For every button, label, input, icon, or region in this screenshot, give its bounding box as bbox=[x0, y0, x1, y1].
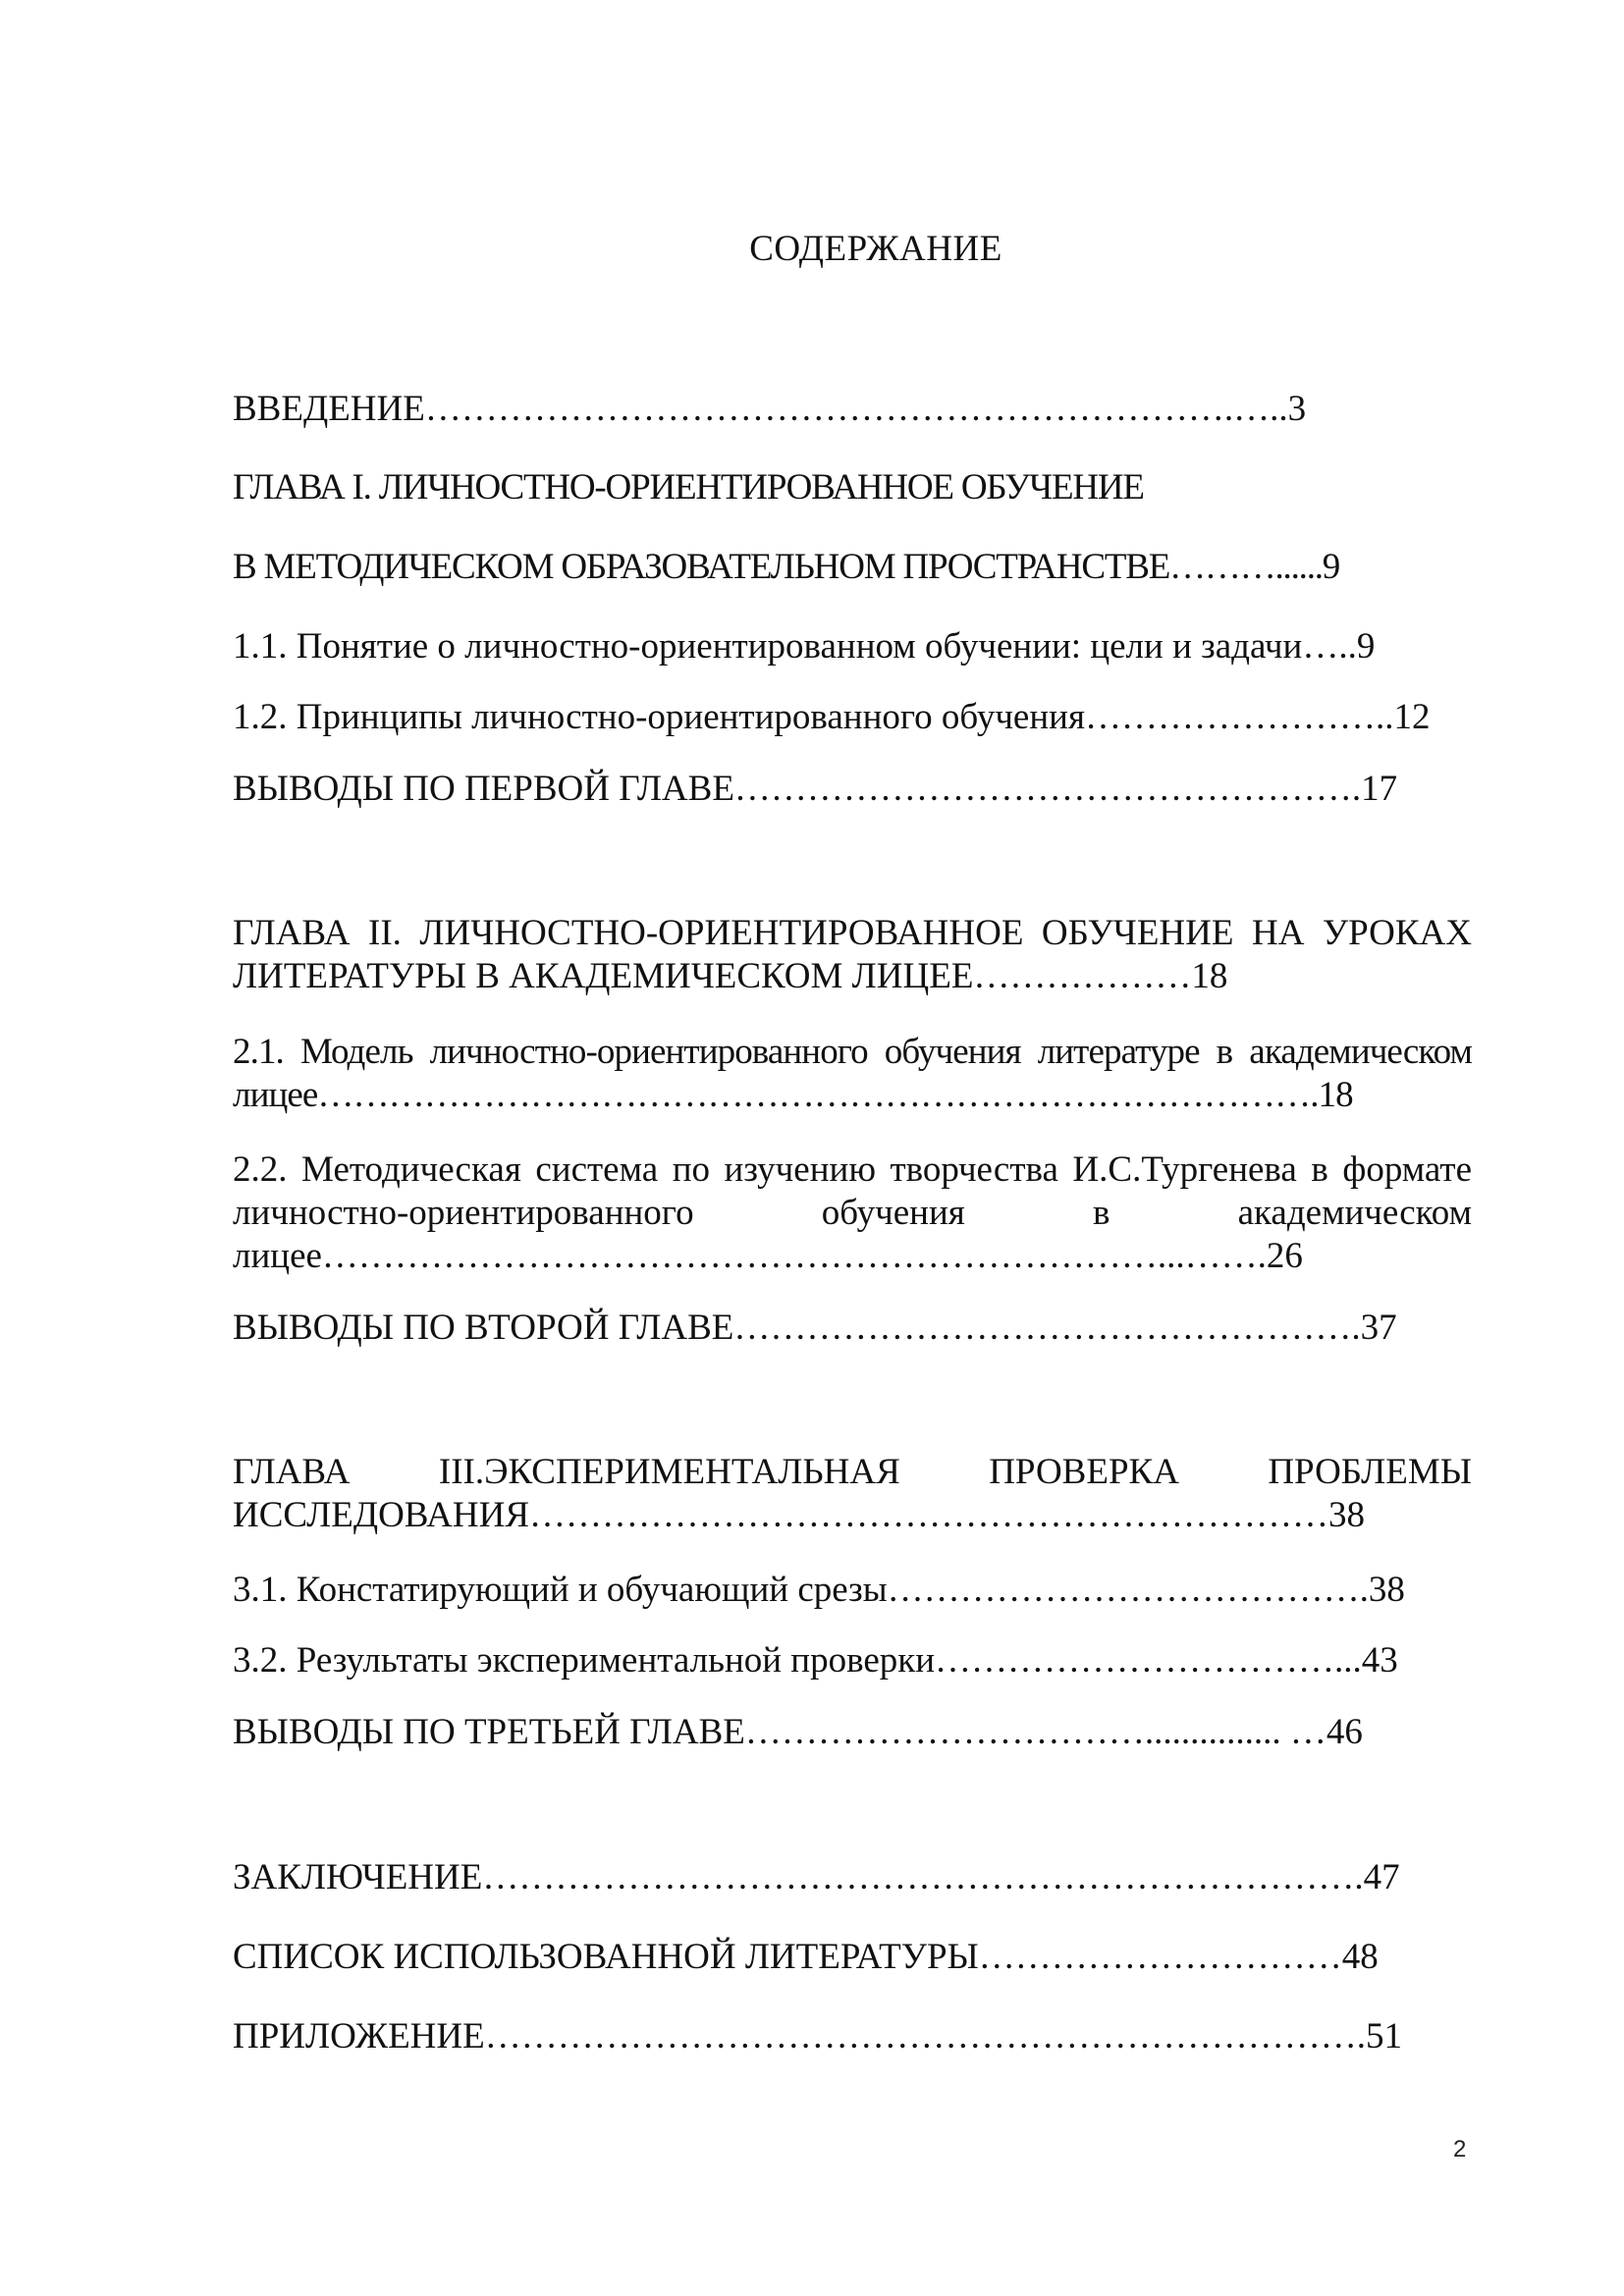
toc-entry-chapter-1-line-1: ГЛАВА I. ЛИЧНОСТНО-ОРИЕНТИРОВАННОЕ ОБУЧЕНИЕ bbox=[233, 467, 1144, 507]
toc-entry-section-1-2: 1.2. Принципы личностно-ориентированного обучения……………………..12 bbox=[233, 697, 1431, 737]
toc-entry-section-1-1: 1.1. Понятие о личностно-ориентированном обучении: цели и задачи…..9 bbox=[233, 626, 1376, 667]
toc-entry-introduction: ВВЕДЕНИЕ………………………………………………………….…..3 bbox=[233, 389, 1307, 429]
page-number: 2 bbox=[1453, 2136, 1467, 2163]
toc-entry-chapter-1-conclusions: ВЫВОДЫ ПО ПЕРВОЙ ГЛАВЕ…………………………………………….17 bbox=[233, 769, 1398, 809]
toc-entry-references: СПИСОК ИСПОЛЬЗОВАННОЙ ЛИТЕРАТУРЫ…………………………48 bbox=[233, 1937, 1379, 1977]
toc-entry-section-2-1: 2.1. Модель личностно-ориентированного обучения литературе в академическом лицее………………………………………………………………………….18 bbox=[233, 1032, 1472, 1115]
toc-entry-chapter-3-conclusions: ВЫВОДЫ ПО ТРЕТЬЕЙ ГЛАВЕ……………………………............... …46 bbox=[233, 1712, 1363, 1752]
toc-entry-conclusion: ЗАКЛЮЧЕНИЕ……………………………………………………………….47 bbox=[233, 1857, 1400, 1897]
toc-entry-chapter-2-conclusions: ВЫВОДЫ ПО ВТОРОЙ ГЛАВЕ…………………………………………….37 bbox=[233, 1308, 1397, 1348]
document-title: СОДЕРЖАНИЕ bbox=[749, 229, 1002, 269]
toc-entry-chapter-1-line-2: В МЕТОДИЧЕСКОМ ОБРАЗОВАТЕЛЬНОМ ПРОСТРАНСТВЕ………......9 bbox=[233, 547, 1340, 587]
toc-entry-section-3-2: 3.2. Результаты экспериментальной проверки……………………………...43 bbox=[233, 1640, 1398, 1681]
toc-entry-section-3-1: 3.1. Констатирующий и обучающий срезы………………………………….38 bbox=[233, 1570, 1405, 1610]
toc-entry-section-2-2: 2.2. Методическая система по изучению творчества И.С.Тургенева в формате личностно-ориентированного обучения в академическом лицее……………………………………………………………...…….26 bbox=[233, 1149, 1472, 1276]
toc-entry-chapter-2: ГЛАВА II. ЛИЧНОСТНО-ОРИЕНТИРОВАННОЕ ОБУЧЕНИЕ НА УРОКАХ ЛИТЕРАТУРЫ В АКАДЕМИЧЕСКОМ ЛИЦЕЕ………………18 bbox=[233, 913, 1472, 996]
toc-entry-chapter-3: ГЛАВА III.ЭКСПЕРИМЕНТАЛЬНАЯ ПРОВЕРКА ПРОБЛЕМЫ ИССЛЕДОВАНИЯ…………………………………………………………38 bbox=[233, 1452, 1472, 1535]
toc-entry-appendix: ПРИЛОЖЕНИЕ……………………………………………………………….51 bbox=[233, 2016, 1402, 2056]
